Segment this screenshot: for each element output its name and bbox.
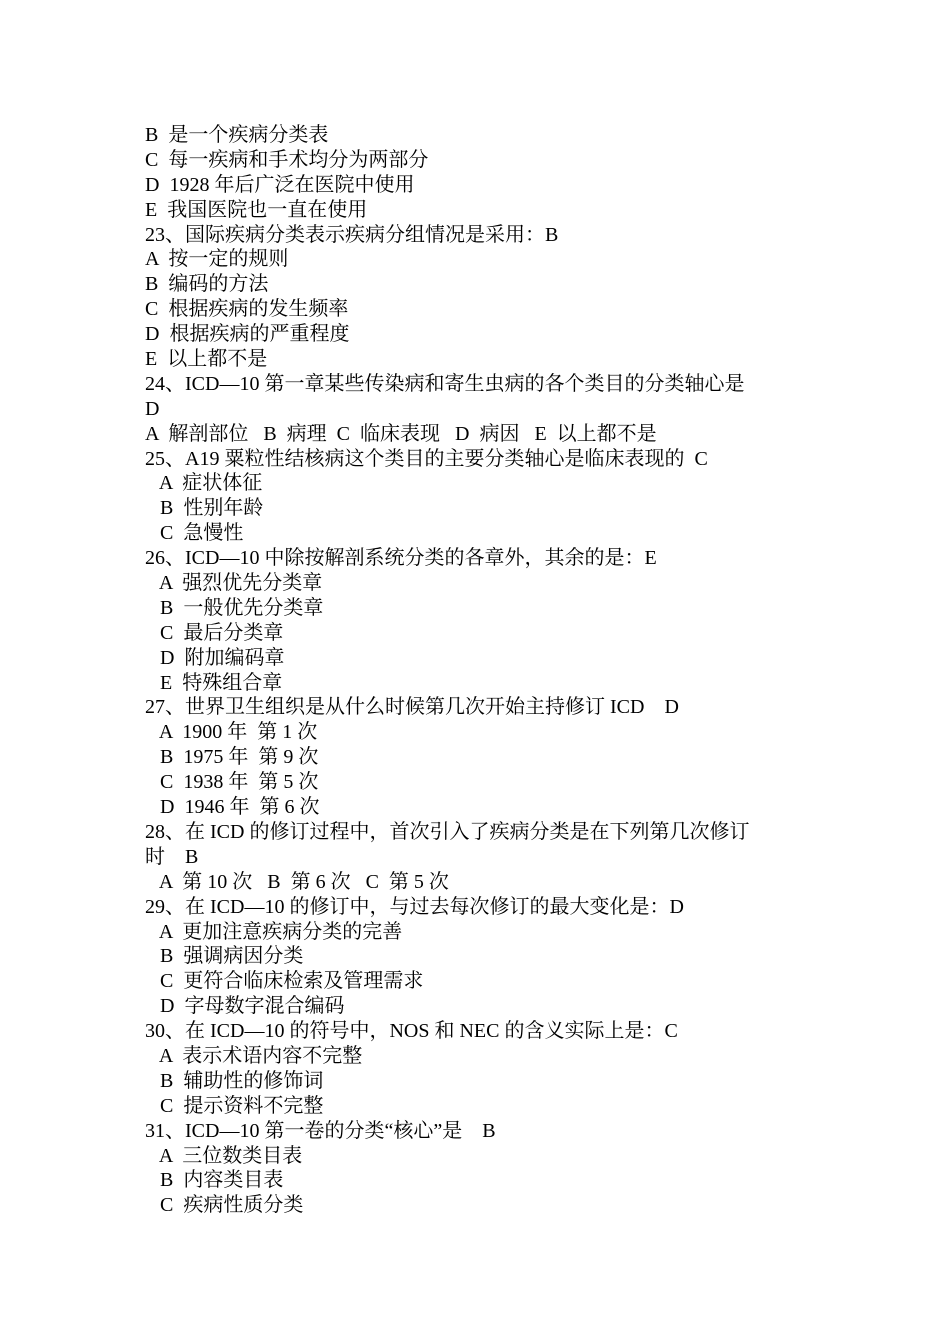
text-line: 28、在 ICD 的修订过程中，首次引入了疾病分类是在下列第几次修订 [145,820,750,843]
text-line: B 是一个疾病分类表 [145,124,329,146]
text-line: 23、国际疾病分类表示疾病分组情况是采用：B [145,223,559,246]
text-line: A 第 10 次 B 第 6 次 C 第 5 次 [145,870,449,893]
text-line: A 解剖部位 B 病理 C 临床表现 D 病因 E 以上都不是 [145,422,657,445]
text-line: E 以上都不是 [145,348,268,371]
text-line: 29、在 ICD—10 的修订中，与过去每次修订的最大变化是：D [145,895,684,918]
text-line: C 提示资料不完整 [145,1094,324,1117]
text-line: 25、A19 粟粒性结核病这个类目的主要分类轴心是临床表现的 C [145,447,708,470]
text-line: C 1938 年 第 5 次 [145,771,319,794]
text-line: B 辅助性的修饰词 [145,1069,324,1092]
text-line: A 症状体征 [145,472,263,495]
text-line: D 1928 年后广泛在医院中使用 [145,173,415,196]
text-line: B 强调病因分类 [145,945,304,968]
text-line: D 附加编码章 [145,646,285,669]
text-line: C 急慢性 [145,522,244,545]
document-body [145,123,815,1218]
text-line: B 性别年龄 [145,497,264,520]
text-line: E 特殊组合章 [145,671,283,694]
text-line: C 最后分类章 [145,621,284,644]
text-line: 30、在 ICD—10 的符号中，NOS 和 NEC 的含义实际上是：C [145,1020,678,1043]
text-line: A 表示术语内容不完整 [145,1044,363,1067]
text-line: A 三位数类目表 [145,1144,303,1167]
text-line: 31、ICD—10 第一卷的分类“核心”是 B [145,1119,496,1142]
text-line: 26、ICD—10 中除按解剖系统分类的各章外，其余的是：E [145,547,657,570]
text-line: A 按一定的规则 [145,248,289,271]
text-line: E 我国医院也一直在使用 [145,198,368,221]
text-line: A 1900 年 第 1 次 [145,721,318,744]
text-line: B 编码的方法 [145,273,269,296]
text-line: D [145,397,160,420]
text-line: C 疾病性质分类 [145,1194,304,1217]
text-line: D 1946 年 第 6 次 [145,796,320,819]
text-line: C 每一疾病和手术均分为两部分 [145,148,429,171]
text-line: A 强烈优先分类章 [145,572,323,595]
text-line: 27、世界卫生组织是从什么时候第几次开始主持修订 ICD D [145,696,679,719]
text-line: D 根据疾病的严重程度 [145,323,350,346]
text-line: A 更加注意疾病分类的完善 [145,920,403,943]
text-line: B 1975 年 第 9 次 [145,746,319,769]
text-line: C 更符合临床检索及管理需求 [145,970,424,993]
text-line: B 一般优先分类章 [145,596,324,619]
text-line: 时 B [145,845,199,868]
text-line: 24、ICD—10 第一章某些传染病和寄生虫病的各个类目的分类轴心是 [145,372,745,395]
text-line: B 内容类目表 [145,1169,284,1192]
text-line: C 根据疾病的发生频率 [145,298,349,321]
text-line: D 字母数字混合编码 [145,995,345,1018]
